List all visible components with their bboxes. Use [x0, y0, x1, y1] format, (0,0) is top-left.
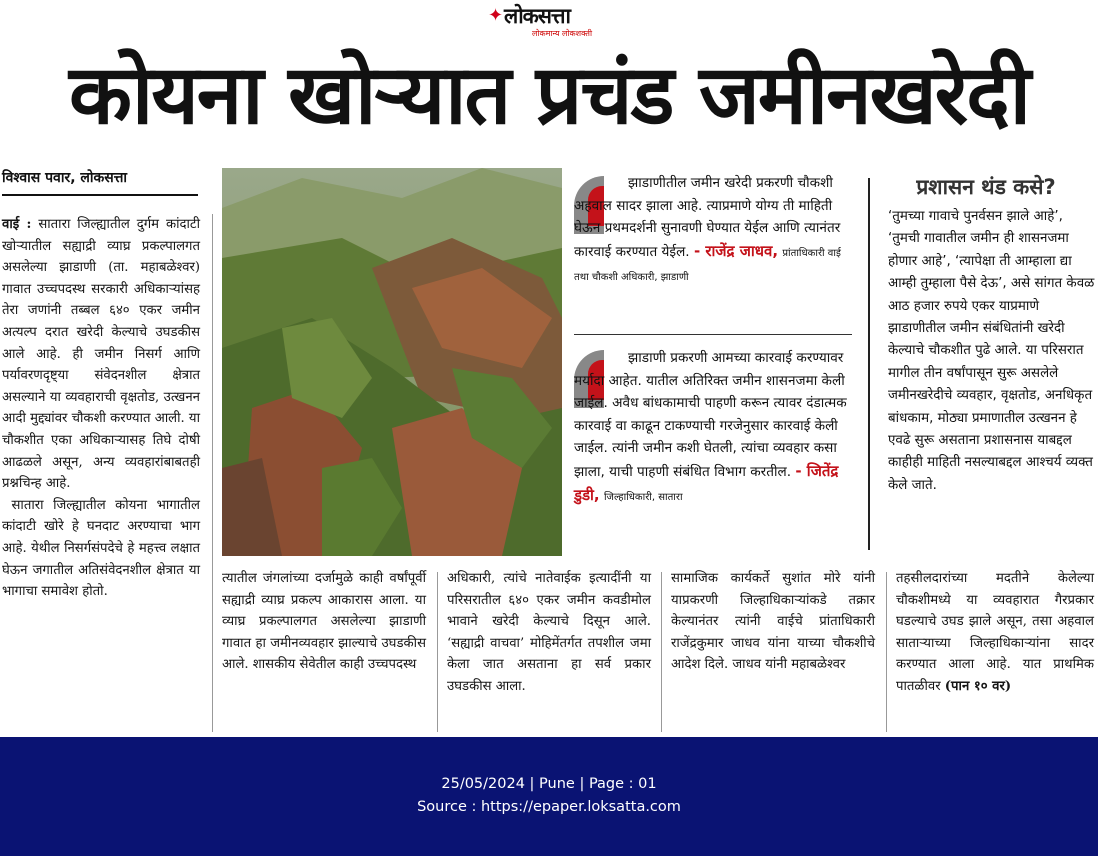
quote-divider — [574, 334, 852, 335]
column-separator — [661, 572, 662, 732]
article-body-para-1: सातारा जिल्ह्यातील दुर्गम कांदाटी खोऱ्यातील सह्याद्री व्याघ्र प्रकल्पालगत असलेल्या झाडाणी (ता. महाबळेश्वर) गावात उच्चपदस्थ सरकारी अधिकाऱ्यांसह तेरा जणांनी तब्बल ६४० एकर जमीन अत्यल्प दरात खरेदी केल्याचे उघडकीस आले आहे. ही जमीन निसर्ग आणि पर्यावरणदृष्ट्या संवेदनशील क्षेत्रात असल्याने या व्यवहाराची वृक्षतोड, उत्खनन आदी मुद्द्यांवर चौकशी करण्यात आली. या चौकशीत एका अधिकाऱ्यासह तिघे दोषी आढळले असून, अन्य व्यवहारांबाबतही प्रश्नचिन्ह आहे. — [2, 217, 200, 492]
quote-block-2 — [574, 347, 852, 509]
quote-1-body: झाडाणीतील जमीन खरेदी प्रकरणी चौकशी अहवाल सादर झाला आहे. त्याप्रमाणे योग्य ती माहिती घेऊन प्रथमदर्शनी सुनावणी घेण्यात येईल आणि त्यानंतर कारवाई करण्यात येईल. — [574, 175, 841, 260]
column-separator — [437, 572, 438, 732]
column-separator — [886, 572, 887, 732]
sidebar-body: ‘तुमच्या गावाचे पुनर्वसन झाले आहे’, ‘तुमची गावातील जमीन ही शासनजमा होणार आहे’, ‘त्यापेक्षा ती आम्हाला द्या आम्ही तुम्हाला पैसे देऊ’, असे सांगत केवळ आठ हजार रुपये एकर याप्रमाणे झाडाणीतील जमीन संबंधितांनी खरेदी केल्याचे चौकशीत पुढे आले. या परिसरात मागील तीन वर्षांपासून सुरू असलेले जमीनखरेदीचे व्यवहार, वृक्षतोड, अनधिकृत बांधकाम, मोठ्या प्रमाणातील उत्खनन हे एवढे सुरू असताना प्रशासनास याबद्दल काहीही माहिती नसल्याबद्दल आश्चर्य व्यक्त केले जाते. — [888, 209, 1095, 493]
quote-1-role: प्रांताधिकारी वाई तथा चौकशी अधिकारी, झाडाणी — [574, 247, 841, 284]
article-column-1 — [2, 214, 200, 603]
dateline: वाई : — [2, 217, 32, 232]
article-column-4: सामाजिक कार्यकर्ते सुशांत मोरे यांनी याप्रकरणी जिल्हाधिकाऱ्यांकडे तक्रार केल्यानंतर त्यांनी वाईचे प्रांताधिकारी राजेंद्रकुमार जाधव यांना याच्या चौकशीचे आदेश दिले. जाधव यांनी महाबळेश्वर — [671, 571, 875, 673]
sidebar-title: प्रशासन थंड कसे? — [916, 175, 1056, 199]
column-separator — [212, 214, 213, 732]
article-body-para-2: सातारा जिल्ह्यातील कोयना भागातील कांदाटी खोरे हे घनदाट अरण्याचा भाग आहे. येथील निसर्गसंपदेचे हे महत्त्व लक्षात घेऊन जगातील अतिसंवेदनशील क्षेत्रात या भागाचा समावेश होतो. — [2, 497, 200, 600]
quote-1-text — [574, 172, 852, 290]
article-column-2: त्यातील जंगलांच्या दर्जामुळे काही वर्षांपूर्वी सह्याद्री व्याघ्र प्रकल्प आकारास आला. या व्याघ्र प्रकल्पालगत असलेल्या झाडाणी गावात हा जमीनव्यवहार झाल्याचे उघडकीस आले. शासकीय सेवेतील काही उच्चपदस्थ — [222, 571, 426, 673]
quote-2-body: झाडाणी प्रकरणी आमच्या कारवाई करण्यावर मर्यादा आहेत. यातील अतिरिक्त जमीन शासनजमा केली जाईल. अवैध बांधकामाची पाहणी करून त्यावर दंडात्मक कारवाई वा काढून टाकण्याची गरजेनुसार कारवाई केली जाईल. त्यांनी जमीन कशी घेतली, त्यांचा व्यवहार कसा झाला, याची पाहणी संबंधित विभाग करतील. — [574, 350, 847, 480]
quote-1-speaker: - राजेंद्र जाधव, — [693, 241, 779, 260]
logo-name: लोकसत्ता — [504, 3, 570, 28]
article-body-last: तहसीलदारांच्या मदतीने केलेल्या चौकशीमध्ये या व्यवहारात गैरप्रकार घडल्याचे उघड झाले असून, तसा अहवाल साताऱ्याच्या जिल्हाधिकाऱ्यांना सादर करण्यात आला आहे. यात प्राथमिक पातळीवर — [896, 571, 1094, 694]
byline-divider — [2, 194, 198, 196]
quote-2-speaker: - जितेंद्र डुडी, — [574, 461, 839, 504]
logo-mark-icon: ✦ — [488, 5, 504, 26]
article-column-3: अधिकारी, त्यांचे नातेवाईक इत्यादींनी या परिसरातील ६४० एकर जमीन कवडीमोल भावाने खरेदी केल्याचे दिसून आले. ‘सह्याद्री वाचवा’ मोहिमेंतर्गत तपशील जमा केला जात असताना हा सर्व प्रकार उघडकीस आला. — [447, 571, 651, 694]
newspaper-logo — [488, 4, 613, 40]
footer-source-link[interactable]: Source : https://epaper.loksatta.com — [417, 799, 681, 815]
footer-date-edition: 25/05/2024 | Pune | Page : 01 — [441, 776, 657, 792]
quote-2-role: जिल्हाधिकारी, सातारा — [603, 491, 683, 503]
byline: विश्वास पवार, लोकसत्ता — [2, 170, 128, 186]
sidebar-divider — [868, 178, 870, 550]
headline: कोयना खोऱ्यात प्रचंड जमीनखरेदी — [69, 48, 1029, 143]
aerial-valley-photo — [222, 168, 562, 556]
quote-2-text — [574, 347, 852, 509]
logo-tagline: लोकमान्य लोकशक्ती — [532, 29, 593, 38]
article-column-5 — [896, 568, 1094, 698]
continued-marker: (पान १० वर) — [944, 678, 1012, 694]
quote-block-1 — [574, 172, 852, 290]
